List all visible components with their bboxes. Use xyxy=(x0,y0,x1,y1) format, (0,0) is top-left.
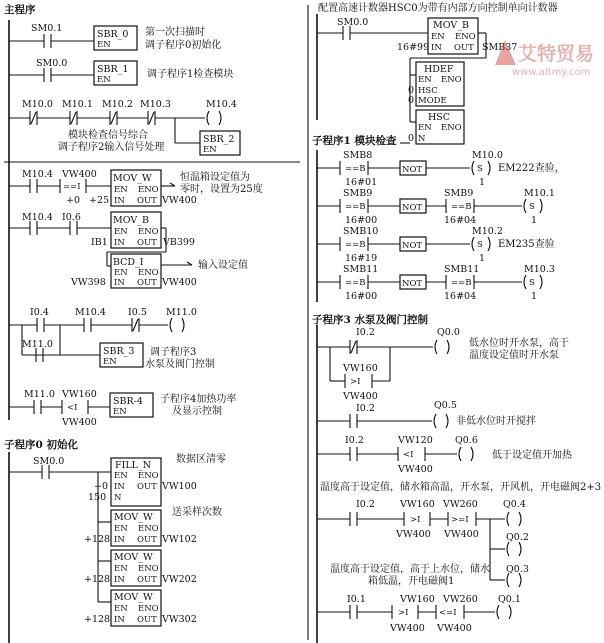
svg-text:ENO: ENO xyxy=(138,604,159,614)
svg-text:VW400: VW400 xyxy=(437,623,472,634)
svg-text:零时，设置为25度: 零时，设置为25度 xyxy=(180,184,263,195)
svg-text:M11.0: M11.0 xyxy=(166,307,197,318)
svg-text:ENO: ENO xyxy=(455,32,476,42)
svg-text:VW260: VW260 xyxy=(443,594,478,605)
compare-value: 16#04 xyxy=(444,291,477,302)
svg-text:M10.4: M10.4 xyxy=(75,307,106,318)
svg-text:VW302: VW302 xyxy=(162,614,197,625)
svg-text:Q0.3: Q0.3 xyxy=(506,564,529,575)
svg-text:FILL_N: FILL_N xyxy=(115,460,152,471)
svg-text:EN: EN xyxy=(114,185,128,195)
svg-text:M10.4: M10.4 xyxy=(22,169,53,180)
set-coil-label: S xyxy=(529,202,535,212)
compare-op: ==B xyxy=(345,164,366,174)
svg-text:BCD_I: BCD_I xyxy=(113,257,144,268)
svg-text:M10.0: M10.0 xyxy=(22,99,53,110)
svg-text:MOV_W: MOV_W xyxy=(114,552,153,563)
svg-text:>I: >I xyxy=(410,515,421,525)
sub3-rung-3 xyxy=(317,435,573,475)
svg-text:<=I: <=I xyxy=(439,608,457,618)
rung-main-7 xyxy=(9,389,236,428)
svg-text:恒温箱设定值为: 恒温箱设定值为 xyxy=(180,172,250,183)
svg-text:ENO: ENO xyxy=(138,471,159,481)
svg-text:0: 0 xyxy=(408,95,415,106)
set-coil-label: S xyxy=(477,164,483,174)
svg-text:MOV_W: MOV_W xyxy=(113,173,152,184)
compare-value: 16#01 xyxy=(345,177,378,188)
svg-text:VB399: VB399 xyxy=(163,237,195,248)
svg-text:OUT: OUT xyxy=(137,278,157,288)
svg-text:MODE: MODE xyxy=(418,96,447,106)
compare-op: ==B xyxy=(451,202,472,212)
svg-text:VW160: VW160 xyxy=(400,499,435,510)
svg-text:OUT: OUT xyxy=(137,615,157,625)
sub0-rung xyxy=(9,452,226,626)
sub3-rung-5 xyxy=(317,594,521,634)
note: EM235查验 xyxy=(498,239,555,250)
svg-text:子程序1 模块检查: 子程序1 模块检查 xyxy=(312,135,397,147)
svg-text:SBR-4: SBR-4 xyxy=(113,396,143,407)
svg-text:IN: IN xyxy=(431,43,442,53)
svg-text:Q0.2: Q0.2 xyxy=(506,532,529,543)
svg-text:子程序3 水泵及阀门控制: 子程序3 水泵及阀门控制 xyxy=(312,314,428,326)
svg-text:I0.4: I0.4 xyxy=(30,307,49,318)
svg-text:箱低温，开电磁阀1: 箱低温，开电磁阀1 xyxy=(368,576,455,587)
svg-text:+128: +128 xyxy=(84,574,111,585)
compare-value: 16#19 xyxy=(345,253,378,264)
svg-text:VW160: VW160 xyxy=(343,363,378,374)
svg-text:M11.0: M11.0 xyxy=(24,389,55,400)
svg-text:ENO: ENO xyxy=(138,185,159,195)
svg-text:Q0.1: Q0.1 xyxy=(498,594,521,605)
svg-text:VW398: VW398 xyxy=(71,277,106,288)
compare-op: ==B xyxy=(345,240,366,250)
svg-text:150: 150 xyxy=(88,492,107,503)
coil-address: M10.1 xyxy=(524,188,555,199)
svg-text:SM0.0: SM0.0 xyxy=(337,17,369,28)
svg-text:>I: >I xyxy=(398,608,409,618)
svg-text:IN: IN xyxy=(114,278,125,288)
rung-main-1 xyxy=(9,23,221,51)
svg-text:SM0.0: SM0.0 xyxy=(36,58,68,69)
not-label: NOT xyxy=(402,279,423,289)
svg-text:OUT: OUT xyxy=(137,238,157,248)
svg-text:MOV_W: MOV_W xyxy=(114,592,153,603)
svg-text:非低水位时开搅拌: 非低水位时开搅拌 xyxy=(456,416,536,427)
svg-text:ENO: ENO xyxy=(441,123,462,133)
svg-text:调子程序3: 调子程序3 xyxy=(150,347,197,358)
svg-text:VW160: VW160 xyxy=(62,389,97,400)
compare-op: ==B xyxy=(345,278,366,288)
svg-text:EN: EN xyxy=(114,604,128,614)
smb-label: SMB9 xyxy=(444,188,474,199)
note: 调子程序0初始化 xyxy=(145,40,222,51)
svg-text:VW400: VW400 xyxy=(444,529,479,540)
svg-text:子程序4加热功率: 子程序4加热功率 xyxy=(160,394,237,405)
svg-text:ENO: ENO xyxy=(441,75,462,85)
svg-text:IN: IN xyxy=(114,196,125,206)
compare-value: 16#00 xyxy=(345,291,378,302)
coil-address: M10.0 xyxy=(472,150,503,161)
svg-text:SM0.0: SM0.0 xyxy=(33,456,65,467)
svg-text:VW400: VW400 xyxy=(62,417,97,428)
svg-text:0: 0 xyxy=(408,85,415,96)
svg-text:VW400: VW400 xyxy=(390,623,425,634)
hsc-rung xyxy=(317,17,517,144)
svg-text:VW160: VW160 xyxy=(400,594,435,605)
svg-text:N: N xyxy=(418,134,426,144)
sub1-rungs xyxy=(317,150,565,302)
not-label: NOT xyxy=(402,241,423,251)
note: EM222查验， xyxy=(498,163,565,174)
svg-text:www.aitmy.com: www.aitmy.com xyxy=(512,67,591,78)
svg-text:模块检查信号综合: 模块检查信号综合 xyxy=(68,130,148,141)
sub3-rung-1 xyxy=(317,327,569,402)
svg-text:I0.2: I0.2 xyxy=(356,403,375,414)
sbr0-label: SBR_0 xyxy=(97,29,129,40)
svg-text:MOV_W: MOV_W xyxy=(114,512,153,523)
svg-text:M10.1: M10.1 xyxy=(62,99,93,110)
rung-main-2 xyxy=(9,58,233,85)
svg-text:ENO: ENO xyxy=(138,227,159,237)
svg-text:N: N xyxy=(114,493,122,503)
svg-text:OUT: OUT xyxy=(137,482,157,492)
smb-label: SMB9 xyxy=(343,188,373,199)
svg-text:<I: <I xyxy=(403,450,414,460)
svg-text:EN: EN xyxy=(97,40,111,50)
svg-text:ENO: ENO xyxy=(138,268,159,278)
svg-text:IN: IN xyxy=(114,238,125,248)
svg-text:IN: IN xyxy=(114,575,125,585)
svg-text:+0: +0 xyxy=(94,481,109,492)
svg-text:M10.4: M10.4 xyxy=(22,212,53,223)
rung-main-6 xyxy=(9,307,215,370)
svg-text:VW400: VW400 xyxy=(162,277,197,288)
svg-text:艾特贸易: 艾特贸易 xyxy=(518,43,595,65)
svg-text:EN: EN xyxy=(418,75,432,85)
svg-text:配置高速计数器HSC0为带有内部方向控制单向计数器: 配置高速计数器HSC0为带有内部方向控制单向计数器 xyxy=(318,3,558,14)
svg-text:调子程序2输入信号处理: 调子程序2输入信号处理 xyxy=(58,142,165,153)
svg-text:<I: <I xyxy=(67,403,78,413)
svg-text:EN: EN xyxy=(113,407,127,417)
smb-label: SMB11 xyxy=(444,264,480,275)
svg-text:低水位时开水泵，高于: 低水位时开水泵，高于 xyxy=(469,338,569,349)
svg-text:SMB37: SMB37 xyxy=(482,42,518,53)
svg-text:16#99: 16#99 xyxy=(397,42,430,53)
sub3-rung-2 xyxy=(317,400,536,428)
svg-text:HSC: HSC xyxy=(418,86,438,96)
svg-text:I0.6: I0.6 xyxy=(62,212,81,223)
smb-label: SMB8 xyxy=(343,150,373,161)
not-label: NOT xyxy=(402,203,423,213)
svg-text:I0.2: I0.2 xyxy=(356,327,375,338)
svg-text:OUT: OUT xyxy=(137,196,157,206)
set-coil-label: S xyxy=(529,278,535,288)
svg-text:水泵及阀门控制: 水泵及阀门控制 xyxy=(145,359,215,370)
svg-text:VW400: VW400 xyxy=(398,464,433,475)
compare-value: 16#04 xyxy=(444,215,477,226)
main-title: 主程序 xyxy=(4,4,36,16)
svg-text:M10.2: M10.2 xyxy=(102,99,133,110)
svg-text:0: 0 xyxy=(408,133,415,144)
svg-text:OUT: OUT xyxy=(137,575,157,585)
smb-label: SMB10 xyxy=(343,226,379,237)
coil-address: M10.3 xyxy=(524,264,555,275)
svg-text:IN: IN xyxy=(114,535,125,545)
svg-text:+128: +128 xyxy=(84,534,111,545)
svg-text:>=I: >=I xyxy=(451,515,469,525)
coil-count: 1 xyxy=(531,215,538,226)
svg-text:VW120: VW120 xyxy=(398,435,433,446)
svg-text:VW400: VW400 xyxy=(162,195,197,206)
svg-text:VW260: VW260 xyxy=(443,499,478,510)
svg-text:OUT: OUT xyxy=(454,43,474,53)
svg-text:ENO: ENO xyxy=(138,524,159,534)
svg-text:EN: EN xyxy=(203,145,217,155)
svg-text:+0: +0 xyxy=(66,195,81,206)
svg-text:SBR_3: SBR_3 xyxy=(103,346,135,357)
svg-text:及显示控制: 及显示控制 xyxy=(172,406,222,417)
svg-text:低于设定值开加热: 低于设定值开加热 xyxy=(492,450,572,461)
svg-text:IN: IN xyxy=(114,482,125,492)
svg-text:送采样次数: 送采样次数 xyxy=(172,507,222,518)
svg-text:数据区清零: 数据区清零 xyxy=(176,454,226,465)
svg-text:IN: IN xyxy=(114,615,125,625)
svg-text:MOV_B: MOV_B xyxy=(433,20,469,31)
compare-op: ==B xyxy=(451,278,472,288)
svg-text:Q0.0: Q0.0 xyxy=(437,327,460,338)
svg-text:Q0.6: Q0.6 xyxy=(455,435,478,446)
svg-text:HDEF: HDEF xyxy=(424,64,454,75)
svg-text:==I: ==I xyxy=(63,182,81,192)
svg-text:EN: EN xyxy=(114,227,128,237)
rung-main-5 xyxy=(9,212,248,288)
svg-text:M10.3: M10.3 xyxy=(140,99,171,110)
rung-main-3 xyxy=(9,99,240,155)
not-label: NOT xyxy=(402,165,423,175)
compare-value: 16#00 xyxy=(345,215,378,226)
svg-text:EN: EN xyxy=(431,32,445,42)
svg-text:I0.2: I0.2 xyxy=(345,435,364,446)
svg-text:EN: EN xyxy=(114,268,128,278)
svg-text:温度高于设定值，储水箱高温，开水泵，开风机，开电磁阀2+3: 温度高于设定值，储水箱高温，开水泵，开风机，开电磁阀2+3 xyxy=(320,482,602,493)
coil-count: 1 xyxy=(479,253,486,264)
svg-text:温度高于设定值，高于上水位，储水: 温度高于设定值，高于上水位，储水 xyxy=(330,564,490,575)
contact-label: SM0.1 xyxy=(31,23,63,34)
coil-count: 1 xyxy=(479,177,486,188)
svg-text:ENO: ENO xyxy=(138,564,159,574)
coil-address: M10.2 xyxy=(472,226,503,237)
svg-text:SBR_2: SBR_2 xyxy=(203,134,235,145)
compare-op: ==B xyxy=(345,202,366,212)
svg-text:Q0.4: Q0.4 xyxy=(503,499,526,510)
svg-text:>I: >I xyxy=(350,377,361,387)
svg-text:M11.0: M11.0 xyxy=(22,339,53,350)
svg-text:EN: EN xyxy=(103,357,117,367)
svg-text:Q0.5: Q0.5 xyxy=(434,400,457,411)
svg-text:VW400: VW400 xyxy=(396,529,431,540)
svg-text:I0.2: I0.2 xyxy=(356,499,375,510)
svg-text:EN: EN xyxy=(97,75,111,85)
svg-text:HSC: HSC xyxy=(428,112,451,123)
svg-text:OUT: OUT xyxy=(137,535,157,545)
svg-text:I0.5: I0.5 xyxy=(128,307,147,318)
svg-text:I0.1: I0.1 xyxy=(347,594,366,605)
svg-text:IB1: IB1 xyxy=(91,237,108,248)
svg-text:EN: EN xyxy=(114,471,128,481)
svg-text:VW202: VW202 xyxy=(162,574,197,585)
smb-label: SMB11 xyxy=(343,264,379,275)
svg-text:子程序0 初始化: 子程序0 初始化 xyxy=(4,439,78,451)
svg-text:VW400: VW400 xyxy=(343,391,378,402)
svg-text:VW400: VW400 xyxy=(62,169,97,180)
svg-text:EN: EN xyxy=(418,123,432,133)
svg-text:EN: EN xyxy=(114,564,128,574)
note: 第一次扫描时 xyxy=(145,27,205,38)
svg-text:M10.4: M10.4 xyxy=(206,99,237,110)
svg-text:输入设定值: 输入设定值 xyxy=(198,260,248,271)
svg-text:EN: EN xyxy=(114,524,128,534)
svg-text:VW102: VW102 xyxy=(162,534,197,545)
svg-text:SBR_1: SBR_1 xyxy=(97,64,129,75)
svg-text:+25: +25 xyxy=(89,195,110,206)
svg-text:调子程序1检查模块: 调子程序1检查模块 xyxy=(147,69,234,80)
svg-text:+128: +128 xyxy=(84,614,111,625)
rung-main-4 xyxy=(9,169,263,206)
svg-text:MOV_B: MOV_B xyxy=(113,215,149,226)
set-coil-label: S xyxy=(477,240,483,250)
svg-text:VW100: VW100 xyxy=(162,481,197,492)
coil-count: 1 xyxy=(531,291,538,302)
svg-text:温度设定值时开水泵: 温度设定值时开水泵 xyxy=(469,350,559,361)
